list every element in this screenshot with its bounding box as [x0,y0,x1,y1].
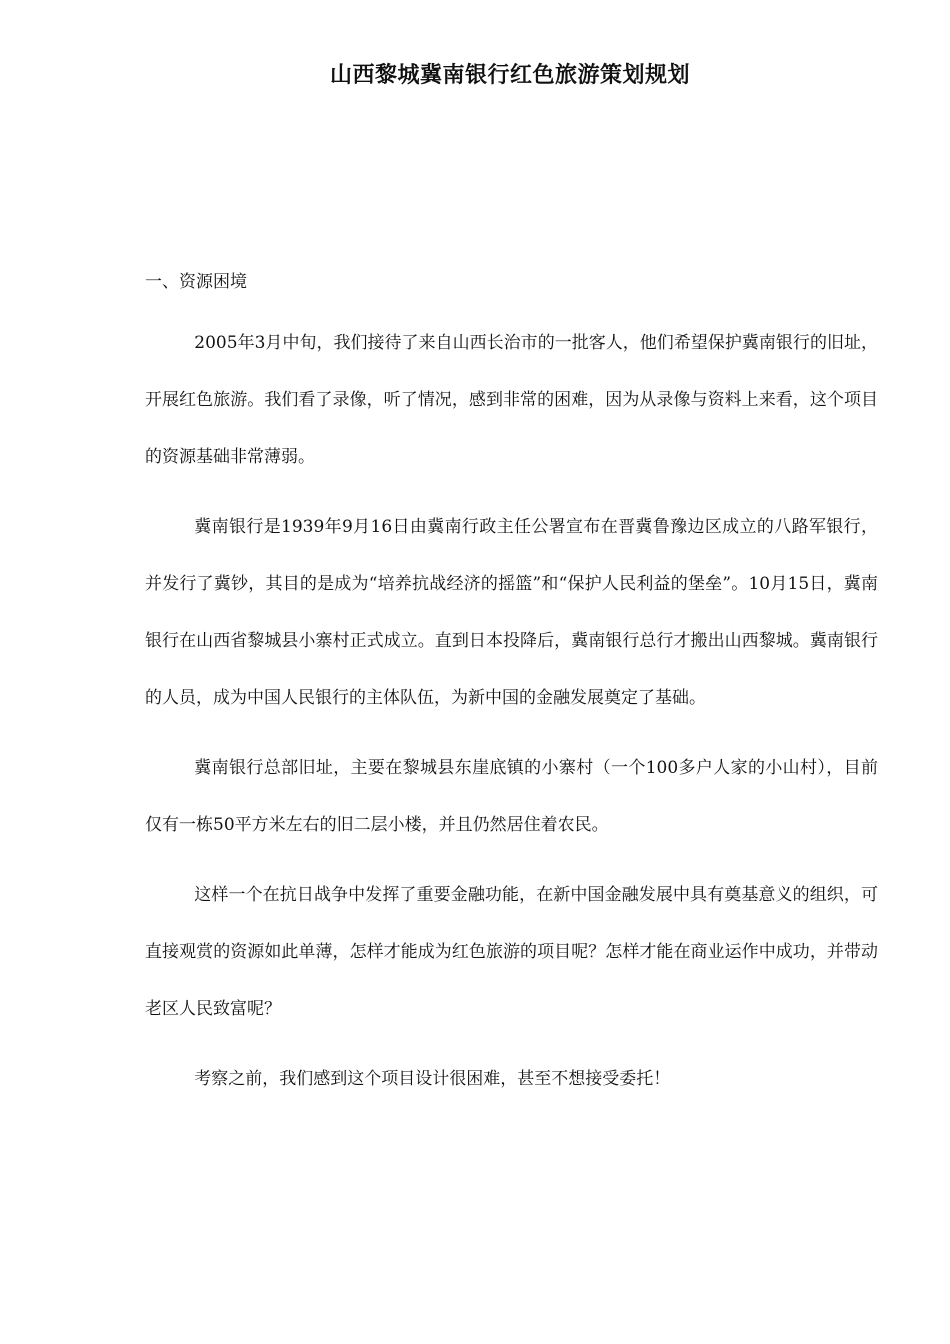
paragraph-3: 冀南银行总部旧址，主要在黎城县东崖底镇的小寨村（一个100多户人家的小山村），目前仅有一栋50平方米左右的旧二层小楼，并且仍然居住着农民。 [145,758,878,835]
section-heading: 一、资源困境 [145,272,247,292]
document-title: 山西黎城冀南银行红色旅游策划规划 [329,62,690,88]
paragraph-1: 2005年3月中旬，我们接待了来自山西长治市的一批客人，他们希望保护冀南银行的旧址，开展红色旅游。我们看了录像，听了情况，感到非常的困难，因为从录像与资料上来看，这个项目的资源基础非常薄弱。 [145,333,878,467]
document-body [145,262,878,1108]
paragraph-4: 这样一个在抗日战争中发挥了重要金融功能，在新中国金融发展中具有奠基意义的组织，可直接观赏的资源如此单薄，怎样才能成为红色旅游的项目呢？怎样才能在商业运作中成功，并带动老区人民致富呢？ [145,885,878,1019]
paragraph-5: 考察之前，我们感到这个项目设计很困难，甚至不想接受委托！ [194,1069,671,1089]
paragraph-2: 冀南银行是1939年9月16日由冀南行政主任公署宣布在晋冀鲁豫边区成立的八路军银行，并发行了冀钞，其目的是成为“培养抗战经济的摇篮”和“保护人民利益的堡垒”。10月15日，冀南银行在山西省黎城县小寨村正式成立。直到日本投降后，冀南银行总行才搬出山西黎城。冀南银行的人员，成为中国人民银行的主体队伍，为新中国的金融发展奠定了基础。 [145,517,878,708]
